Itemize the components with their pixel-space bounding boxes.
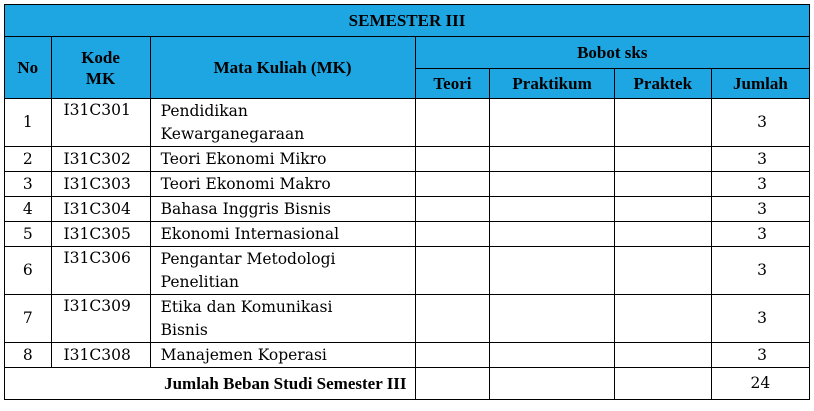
row-praktikum (490, 343, 614, 368)
course-line-2: Kewarganegaraan (160, 124, 305, 143)
row-jumlah: 3 (711, 247, 809, 295)
row-praktek (614, 172, 711, 197)
semester-title: SEMESTER III (5, 5, 810, 37)
row-jumlah: 3 (711, 222, 809, 247)
table-row (5, 222, 810, 247)
course-line-2: Bisnis (160, 320, 208, 339)
row-praktikum (490, 222, 614, 247)
row-jumlah: 3 (711, 99, 809, 147)
row-no: 8 (5, 343, 52, 368)
row-praktikum (490, 99, 614, 147)
row-praktikum (490, 247, 614, 295)
course-line-2: Penelitian (160, 272, 239, 291)
row-praktek (614, 99, 711, 147)
header-jumlah: Jumlah (711, 69, 809, 99)
header-kode: Kode MK (51, 37, 150, 99)
row-praktek (614, 343, 711, 368)
row-teori (415, 99, 490, 147)
table-row (5, 295, 810, 343)
course-line-1: Etika dan Komunikasi (160, 297, 333, 316)
table-row (5, 172, 810, 197)
table-row (5, 197, 810, 222)
row-no: 6 (5, 247, 52, 295)
row-jumlah: 3 (711, 295, 809, 343)
row-no: 3 (5, 172, 52, 197)
row-teori (415, 295, 490, 343)
header-mata-kuliah: Mata Kuliah (MK) (150, 37, 415, 99)
row-no: 5 (5, 222, 52, 247)
row-kode: I31C306 (51, 247, 150, 295)
semester-table (4, 4, 810, 400)
row-no: 4 (5, 197, 52, 222)
row-kode: I31C304 (51, 197, 150, 222)
row-mata-kuliah: Teori Ekonomi Mikro (150, 147, 415, 172)
row-praktek (614, 197, 711, 222)
row-no: 1 (5, 99, 52, 147)
row-teori (415, 172, 490, 197)
row-praktek (614, 247, 711, 295)
table-row (5, 99, 810, 147)
row-kode: I31C303 (51, 172, 150, 197)
course-line-1: Pengantar Metodologi (160, 249, 336, 268)
header-no: No (5, 37, 52, 99)
row-mata-kuliah: Teori Ekonomi Makro (150, 172, 415, 197)
row-mata-kuliah (150, 247, 415, 295)
row-kode: I31C302 (51, 147, 150, 172)
row-mata-kuliah: Bahasa Inggris Bisnis (150, 197, 415, 222)
row-teori (415, 197, 490, 222)
row-jumlah: 3 (711, 172, 809, 197)
course-line-1: Pendidikan (160, 101, 248, 120)
row-praktikum (490, 295, 614, 343)
total-teori (415, 368, 490, 400)
total-label: Jumlah Beban Studi Semester III (5, 368, 416, 400)
row-mata-kuliah (150, 99, 415, 147)
row-no: 7 (5, 295, 52, 343)
row-praktek (614, 222, 711, 247)
row-teori (415, 343, 490, 368)
row-mata-kuliah (150, 295, 415, 343)
row-kode: I31C308 (51, 343, 150, 368)
row-kode: I31C301 (51, 99, 150, 147)
header-praktek: Praktek (614, 69, 711, 99)
total-praktikum (490, 368, 614, 400)
row-kode: I31C305 (51, 222, 150, 247)
row-mata-kuliah: Ekonomi Internasional (150, 222, 415, 247)
table-row (5, 147, 810, 172)
table-row (5, 247, 810, 295)
table-row (5, 343, 810, 368)
row-praktek (614, 147, 711, 172)
total-value: 24 (711, 368, 809, 400)
row-no: 2 (5, 147, 52, 172)
row-teori (415, 147, 490, 172)
header-bobot: Bobot sks (415, 37, 809, 69)
row-praktikum (490, 197, 614, 222)
header-teori: Teori (415, 69, 490, 99)
total-praktek (614, 368, 711, 400)
row-praktikum (490, 147, 614, 172)
row-jumlah: 3 (711, 147, 809, 172)
header-praktikum: Praktikum (490, 69, 614, 99)
row-praktek (614, 295, 711, 343)
row-jumlah: 3 (711, 343, 809, 368)
row-mata-kuliah: Manajemen Koperasi (150, 343, 415, 368)
row-praktikum (490, 172, 614, 197)
row-kode: I31C309 (51, 295, 150, 343)
row-teori (415, 222, 490, 247)
row-jumlah: 3 (711, 197, 809, 222)
row-teori (415, 247, 490, 295)
total-row (5, 368, 810, 400)
